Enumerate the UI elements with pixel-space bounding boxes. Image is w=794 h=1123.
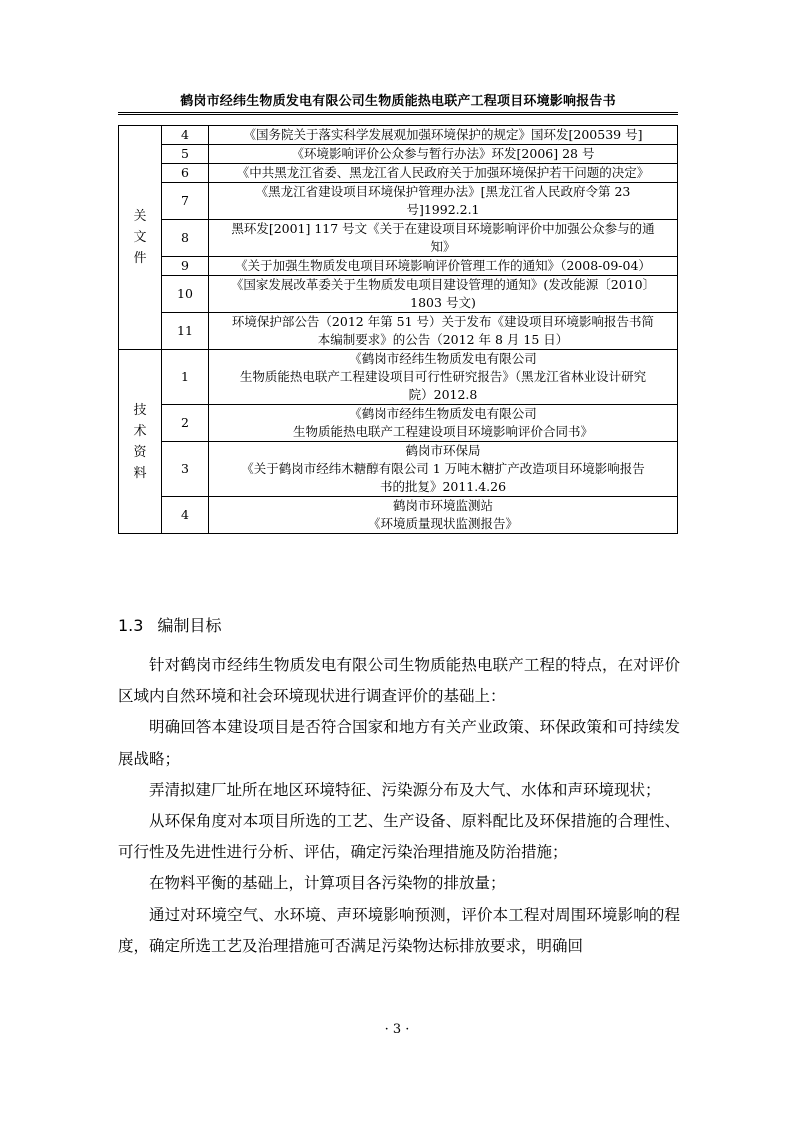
paragraph: 通过对环境空气、水环境、声环境影响预测，评价本工程对周围环境影响的程度，确定所选工艺及治理措施可否满足污染物达标排放要求，明确回 <box>118 905 680 955</box>
category-cell <box>119 126 162 350</box>
table-row <box>119 497 678 534</box>
document-line: 鹤岗市环保局 <box>405 443 481 458</box>
document-line: 鹤岗市环境监测站 <box>392 498 493 513</box>
document-line: 号]1992.2.1 <box>406 202 480 217</box>
paragraph: 弄清拟建厂址所在地区环境特征、污染源分布及大气、水体和声环境现状； <box>149 780 661 799</box>
row-number: 7 <box>162 183 209 220</box>
table-row <box>119 350 678 405</box>
paragraph: 在物料平衡的基础上，计算项目各污染物的排放量； <box>149 874 506 893</box>
document-line: 《中共黑龙江省委、黑龙江省人民政府关于加强环境保护若干问题的决定》 <box>236 165 650 180</box>
row-number: 4 <box>162 126 209 145</box>
row-number: 11 <box>162 313 209 350</box>
section-title: 编制目标 <box>157 616 222 635</box>
section-heading <box>118 613 221 636</box>
document-line: 环境保护部公告（2012 年第 51 号）关于发布《建设项目环境影响报告书简 <box>231 314 655 329</box>
reference-table <box>118 125 678 534</box>
document-line: 黑环发[2001] 117 号文《关于在建设项目环境影响评价中加强公众参与的通 <box>231 221 655 236</box>
category-label: 技术资料 <box>133 402 147 481</box>
table-row <box>119 276 678 313</box>
document-line: 本编制要求》的公告（2012 年 8 月 15 日） <box>317 332 569 347</box>
table-row <box>119 442 678 497</box>
row-number: 10 <box>162 276 209 313</box>
document-line: 生物质能热电联产工程建设项目环境影响评价合同书》 <box>292 424 593 439</box>
row-number: 2 <box>162 405 209 442</box>
document-line: 《黑龙江省建设项目环境保护管理办法》[黑龙江省人民政府令第 23 <box>255 184 631 199</box>
header-rule <box>118 112 678 115</box>
document-cell <box>209 145 678 164</box>
paragraph: 针对鹤岗市经纬生物质发电有限公司生物质能热电联产工程的特点，在对评价区域内自然环境和社会环境现状进行调查评价的基础上： <box>118 656 680 706</box>
document-cell <box>209 220 678 257</box>
section-number: 1.3 <box>118 616 144 635</box>
document-cell <box>209 126 678 145</box>
document-cell <box>209 183 678 220</box>
document-line: 《国务院关于落实科学发展观加强环境保护的规定》国环发[200539 号] <box>243 127 643 142</box>
document-cell <box>209 442 678 497</box>
document-line: 院）2012.8 <box>408 387 478 402</box>
row-number: 5 <box>162 145 209 164</box>
document-line: 知》 <box>430 239 456 254</box>
document-line: 《鹤岗市经纬生物质发电有限公司 <box>349 406 537 421</box>
document-line: 《国家发展改革委关于生物质发电项目建设管理的通知》(发改能源〔2010〕 <box>230 277 656 292</box>
row-number: 4 <box>162 497 209 534</box>
document-line: 《环境影响评价公众参与暂行办法》环发[2006] 28 号 <box>291 146 595 161</box>
document-cell <box>209 350 678 405</box>
table-row <box>119 145 678 164</box>
table-row <box>119 220 678 257</box>
document-cell <box>209 405 678 442</box>
table-row <box>119 164 678 183</box>
document-line: 《环境质量现状监测报告》 <box>367 516 518 531</box>
table-row <box>119 257 678 276</box>
category-cell <box>119 350 162 534</box>
document-line: 1803 号文) <box>410 295 476 310</box>
document-line: 《关于鹤岗市经纬木糖醇有限公司 1 万吨木糖扩产改造项目环境影响报告 <box>241 461 645 476</box>
body-text <box>118 650 680 962</box>
paragraph: 明确回答本建设项目是否符合国家和地方有关产业政策、环保政策和可持续发展战略； <box>118 718 680 768</box>
page-header: 鹤岗市经纬生物质发电有限公司生物质能热电联产工程项目环境影响报告书 <box>180 94 616 109</box>
document-cell <box>209 164 678 183</box>
table-row <box>119 313 678 350</box>
row-number: 3 <box>162 442 209 497</box>
document-line: 生物质能热电联产工程建设项目可行性研究报告》（黑龙江省林业设计研究 <box>239 369 647 384</box>
table-row <box>119 183 678 220</box>
category-label: 关文件 <box>133 209 147 266</box>
page-number: · 3 · <box>384 1022 410 1037</box>
document-line: 《鹤岗市经纬生物质发电有限公司 <box>349 351 537 366</box>
document-cell <box>209 276 678 313</box>
document-cell <box>209 497 678 534</box>
table-row <box>119 405 678 442</box>
document-cell <box>209 257 678 276</box>
row-number: 9 <box>162 257 209 276</box>
document-cell <box>209 313 678 350</box>
document-line: 书的批复》2011.4.26 <box>379 479 507 494</box>
row-number: 8 <box>162 220 209 257</box>
row-number: 1 <box>162 350 209 405</box>
row-number: 6 <box>162 164 209 183</box>
document-line: 《关于加强生物质发电项目环境影响评价管理工作的通知》（2008-09-04） <box>235 258 651 273</box>
paragraph: 从环保角度对本项目所选的工艺、生产设备、原料配比及环保措施的合理性、可行性及先进性进行分析、评估，确定污染治理措施及防治措施； <box>118 812 680 862</box>
table-row <box>119 126 678 145</box>
